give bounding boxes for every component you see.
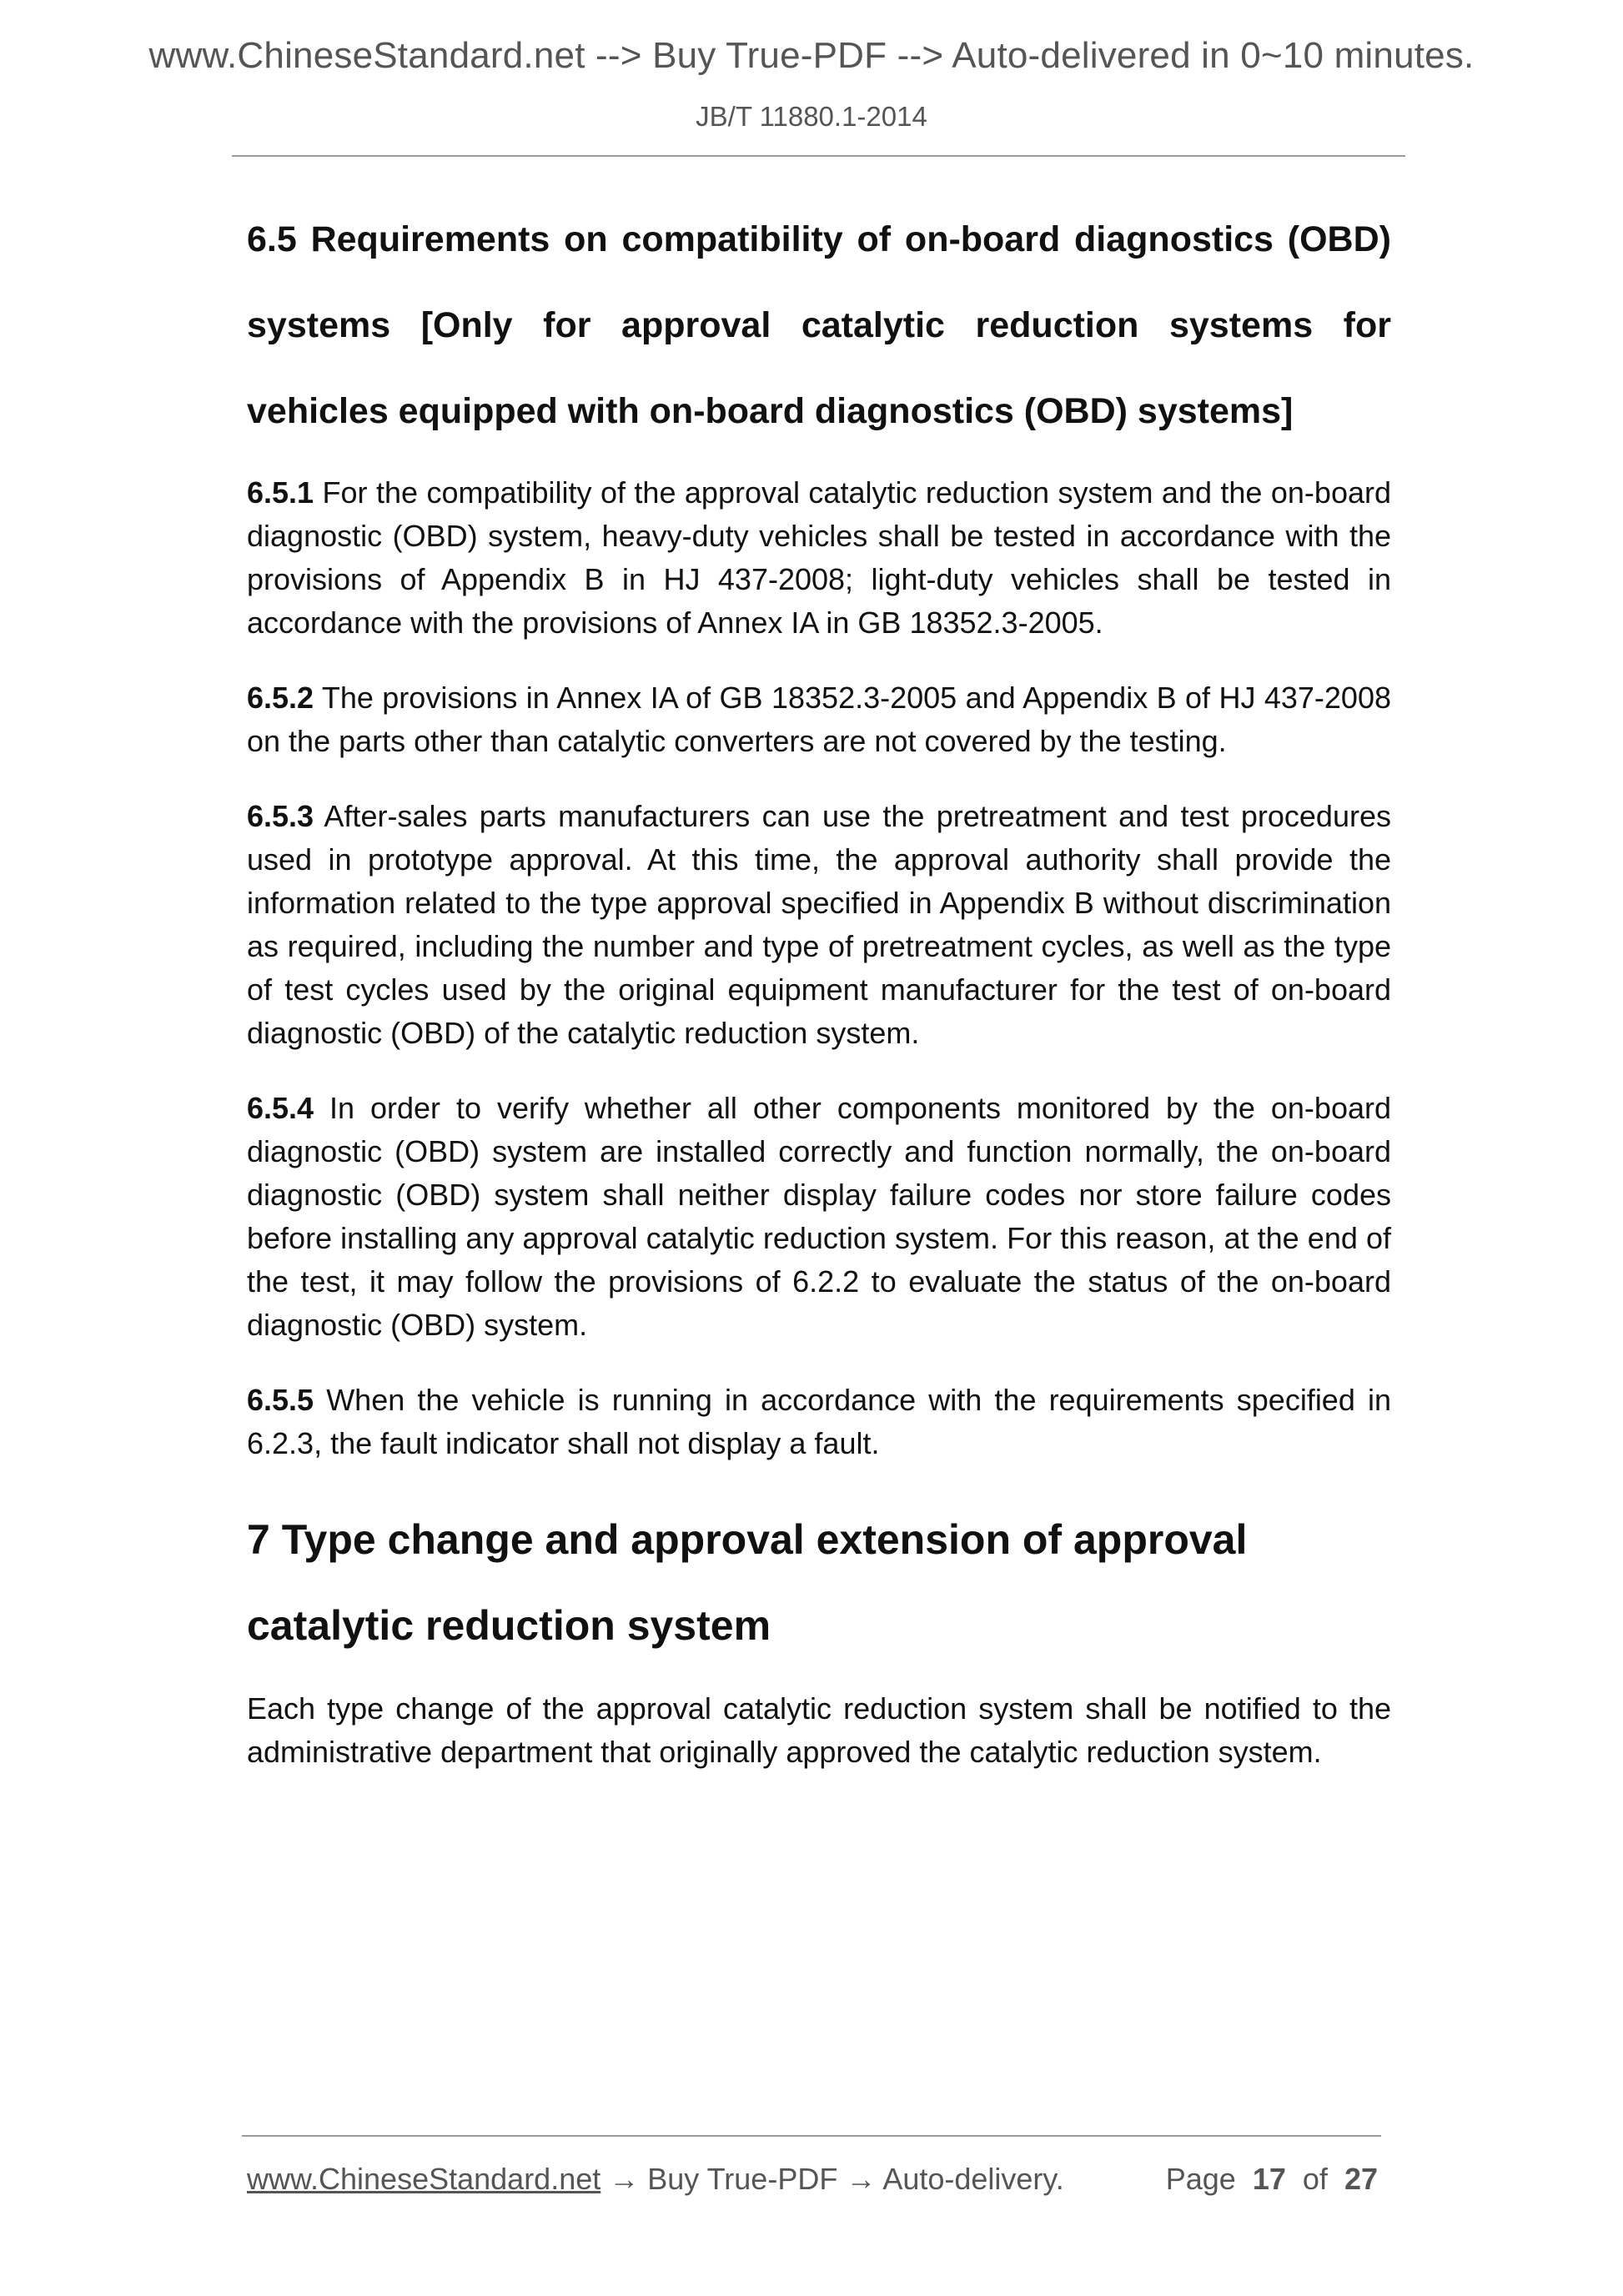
clause-6-5-4 bbox=[247, 1087, 1391, 1347]
clause-text: The provisions in Annex IA of GB 18352.3-2005 and Appendix B of HJ 437-2008 on the parts other than catalytic converters are not covered by the testing. bbox=[247, 681, 1391, 758]
section-6-5-heading: 6.5 Requirements on compatibility of on-board diagnostics (OBD) systems [Only for approval catalytic reduction systems for vehicles equipped with on-board diagnostics (OBD) systems] bbox=[247, 219, 1391, 431]
section-7-body: Each type change of the approval catalytic reduction system shall be notified to the administrative department that originally approved the catalytic reduction system. bbox=[247, 1691, 1391, 1769]
clause-6-5-2 bbox=[247, 676, 1391, 763]
footer-site-link[interactable]: www.ChineseStandard.net bbox=[247, 2162, 601, 2196]
header-divider bbox=[232, 155, 1405, 157]
document-code: JB/T 11880.1-2014 bbox=[696, 101, 927, 132]
clause-text: For the compatibility of the approval catalytic reduction system and the on-board diagnostic (OBD) system, heavy-duty vehicles shall be tested in accordance with the provisions of Appendix B in HJ 437-2008; light-duty vehicles shall be tested in accordance with the provisions of Annex IA in GB 18352.3-2005. bbox=[247, 475, 1391, 640]
clause-text: When the vehicle is running in accordance with the requirements specified in 6.2.3, the fault indicator shall not display a fault. bbox=[247, 1383, 1391, 1460]
section-7-heading: 7 Type change and approval extension of approval catalytic reduction system bbox=[247, 1516, 1248, 1649]
page-label: Page bbox=[1165, 2162, 1236, 2196]
page-total: 27 bbox=[1344, 2162, 1378, 2196]
clause-6-5-5 bbox=[247, 1379, 1391, 1465]
clause-6-5-1 bbox=[247, 471, 1391, 645]
clause-text: In order to verify whether all other components monitored by the on-board diagnostic (OBD) system are installed correctly and function normally, the on-board diagnostic (OBD) system shall neither display failure codes nor store failure codes before installing any approval catalytic reduction system. For this reason, at the end of the test, it may follow the provisions of 6.2.2 to evaluate the status of the on-board diagnostic (OBD) system. bbox=[247, 1091, 1391, 1342]
clause-number: 6.5.5 bbox=[247, 1383, 314, 1417]
clause-number: 6.5.1 bbox=[247, 475, 314, 510]
top-banner: www.ChineseStandard.net --> Buy True-PDF --> Auto-delivered in 0~10 minutes. bbox=[148, 35, 1475, 76]
page-number: 17 bbox=[1252, 2162, 1286, 2196]
clause-number: 6.5.4 bbox=[247, 1091, 314, 1125]
clause-6-5-3 bbox=[247, 795, 1391, 1055]
footer-promo bbox=[247, 2162, 1064, 2197]
footer-tagline: → Buy True-PDF → Auto-delivery. bbox=[600, 2162, 1064, 2196]
page-content bbox=[247, 197, 1391, 1806]
page-indicator bbox=[1166, 2162, 1378, 2197]
clause-number: 6.5.3 bbox=[247, 799, 314, 833]
clause-number: 6.5.2 bbox=[247, 681, 314, 715]
of-label: of bbox=[1302, 2162, 1328, 2196]
footer-divider bbox=[242, 2135, 1381, 2137]
clause-text: After-sales parts manufacturers can use the pretreatment and test procedures used in prototype approval. At this time, the approval authority shall provide the information related to the type approval specified in Appendix B without discrimination as required, including the number and type of pretreatment cycles, as well as the type of test cycles used by the original equipment manufacturer for the test of on-board diagnostic (OBD) of the catalytic reduction system. bbox=[247, 799, 1391, 1050]
